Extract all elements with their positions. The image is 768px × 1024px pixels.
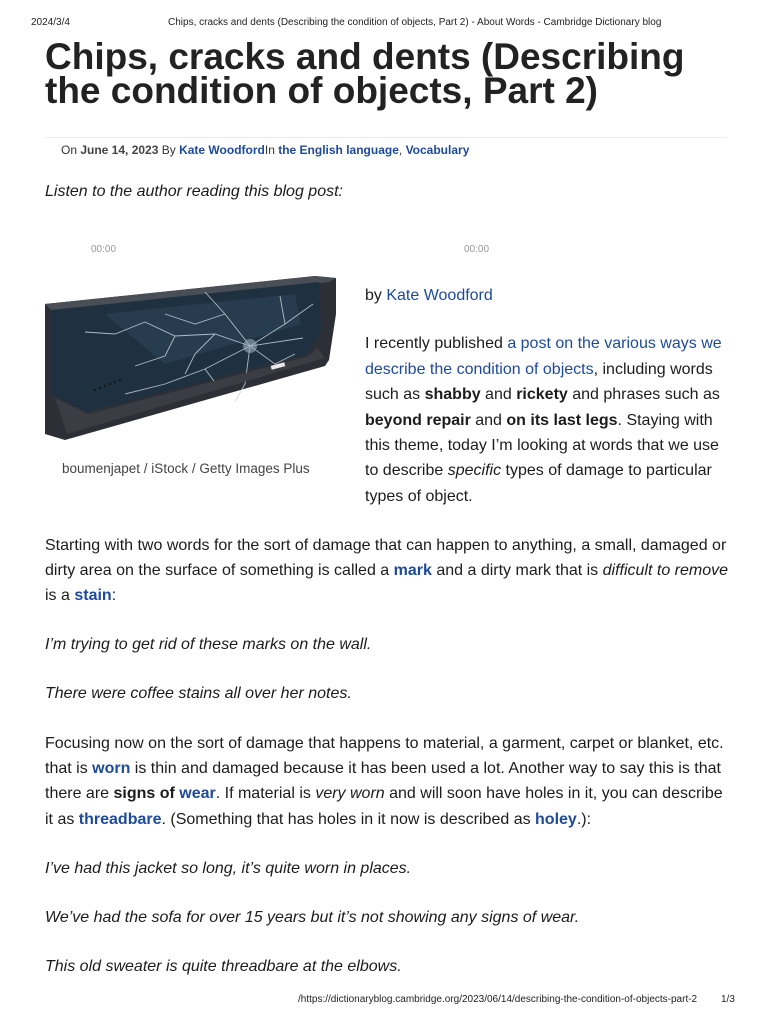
listen-prompt: Listen to the author reading this blog post:	[45, 183, 343, 200]
cracked-phone-photo	[45, 274, 336, 441]
print-document-title: Chips, cracks and dents (Describing the condition of objects, Part 2) - About Words - Cambridge Dictionary blog	[168, 17, 662, 28]
intro-text: types of damage to particular types of object.	[365, 462, 712, 505]
term-on-its-last-legs: on its last legs	[506, 411, 618, 429]
paragraph-text: and will soon have holes in it, you can describe it as	[45, 785, 723, 828]
keyword-link-wear[interactable]: wear	[179, 785, 216, 803]
image-caption: boumenjapet / iStock / Getty Images Plus	[62, 461, 310, 476]
print-header	[0, 17, 768, 31]
title-divider	[45, 137, 727, 138]
meta-on: On	[61, 143, 81, 157]
page-number: 1/3	[721, 994, 735, 1005]
emphasis-specific: specific	[447, 462, 502, 480]
intro-text: and	[480, 386, 517, 404]
example-sentence: I’ve had this jacket so long, it’s quite worn in places.	[45, 860, 412, 877]
previous-post-link[interactable]: a post on the various ways we describe the condition of objects	[365, 335, 722, 378]
paragraph-text: Focusing now on the sort of damage that happens to material, a garment, carpet or blanket, etc. that is	[45, 735, 724, 778]
term-shabby: shabby	[424, 386, 481, 404]
example-sentence: This old sweater is quite threadbare at the elbows.	[45, 958, 402, 975]
intro-text: and	[470, 411, 507, 429]
audio-current-time: 00:00	[91, 244, 117, 255]
post-title: Chips, cracks and dents (Describing the condition of objects, Part 2)	[45, 36, 685, 111]
byline	[365, 283, 735, 308]
keyword-link-mark[interactable]: mark	[393, 562, 432, 580]
meta-sep: ,	[398, 143, 406, 157]
intro-text: I recently published	[365, 335, 508, 353]
paragraph-text: :	[111, 587, 117, 605]
keyword-link-worn[interactable]: worn	[92, 760, 131, 778]
term-rickety: rickety	[516, 386, 568, 404]
meta-by: By	[158, 143, 180, 157]
print-url: /https://dictionaryblog.cambridge.org/2023/06/14/describing-the-condition-of-objects-part-2	[298, 994, 698, 1005]
byline-author-link[interactable]: Kate Woodford	[386, 287, 493, 304]
post-meta	[61, 143, 469, 157]
term-signs-of: signs of	[113, 785, 180, 803]
print-date: 2024/3/4	[31, 17, 70, 28]
emphasis-difficult-to-remove: difficult to remove	[602, 562, 729, 580]
author-link[interactable]: Kate Woodford	[179, 143, 265, 157]
paragraph-text: .):	[576, 810, 592, 828]
paragraph-text: is thin and damaged because it has been used a lot. Another way to say this is that there are	[45, 760, 721, 803]
example-sentence: I’m trying to get rid of these marks on the wall.	[45, 636, 372, 653]
audio-duration: 00:00	[464, 244, 490, 255]
paragraph-worn-threadbare	[45, 731, 735, 832]
term-beyond-repair: beyond repair	[365, 411, 471, 429]
post-date: June 14, 2023	[80, 143, 159, 157]
intro-column	[365, 283, 735, 509]
keyword-link-threadbare[interactable]: threadbare	[78, 810, 162, 828]
category-link-english-language[interactable]: the English language	[278, 143, 399, 157]
intro-text: . Staying with this theme, today I’m looking at words that we use to describe	[365, 411, 719, 480]
meta-in: In	[264, 143, 279, 157]
example-sentence: There were coffee stains all over her notes.	[45, 685, 352, 702]
keyword-link-holey[interactable]: holey	[535, 810, 577, 828]
keyword-link-stain[interactable]: stain	[74, 587, 112, 605]
intro-paragraph	[365, 331, 735, 509]
emphasis-very-worn: very worn	[315, 785, 385, 803]
intro-text: and phrases such as	[567, 386, 720, 404]
paragraph-text: . If material is	[215, 785, 316, 803]
category-link-vocabulary[interactable]: Vocabulary	[405, 143, 470, 157]
paragraph-text: Starting with two words for the sort of damage that can happen to anything, a small, damaged or dirty area on the surface of something is called a	[45, 537, 727, 580]
example-sentence: We’ve had the sofa for over 15 years but it’s not showing any signs of wear.	[45, 909, 580, 926]
paragraph-mark-stain	[45, 533, 735, 609]
intro-text: , including words such as	[365, 360, 713, 404]
paragraph-text: is a	[45, 587, 75, 605]
paragraph-text: and a dirty mark that is	[431, 562, 603, 580]
paragraph-text: . (Something that has holes in it now is described as	[161, 810, 536, 828]
byline-by: by	[365, 287, 387, 304]
